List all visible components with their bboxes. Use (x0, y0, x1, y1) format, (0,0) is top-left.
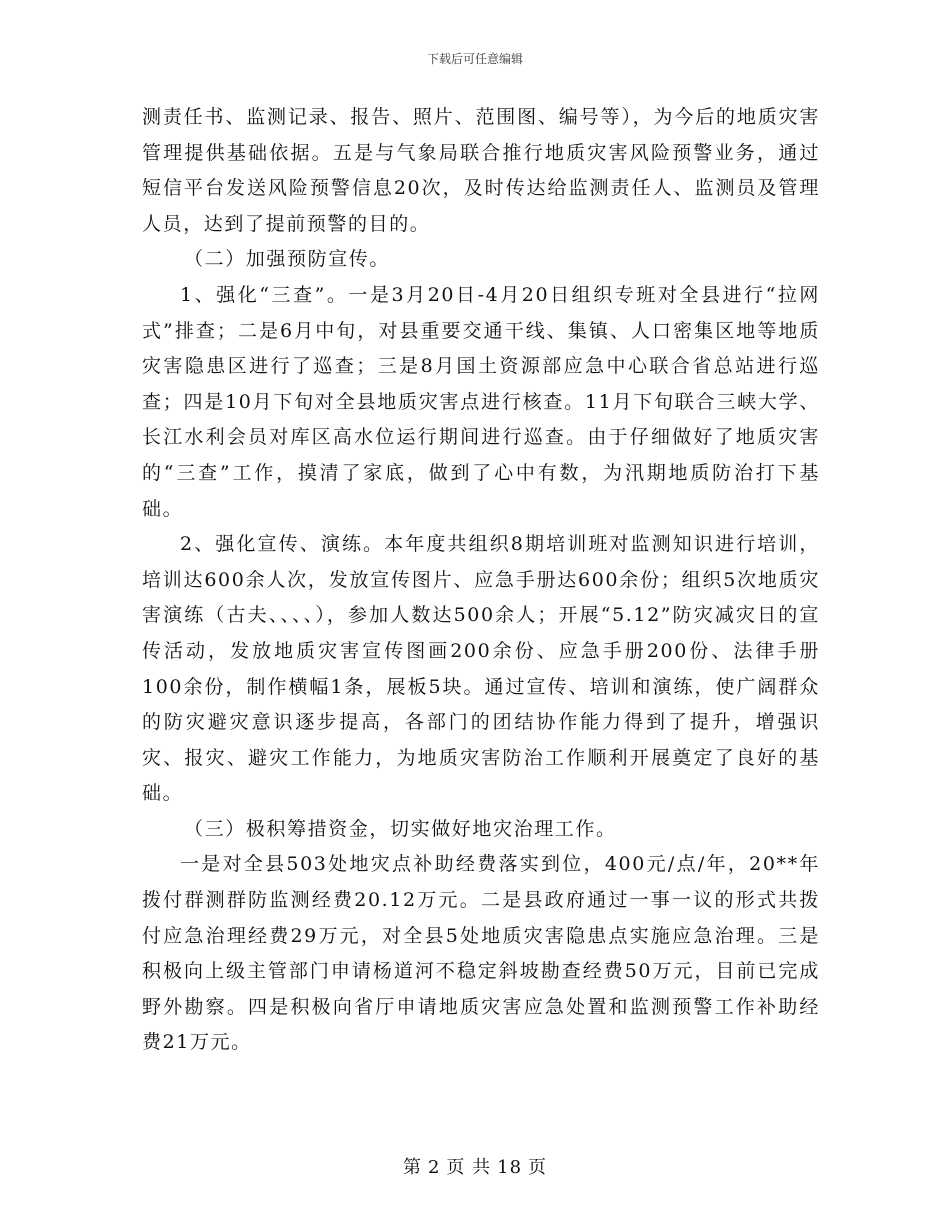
paragraph-three-checks: 1、强化“三查”。一是3月20日-4月20日组织专班对全县进行“拉网式”排查；二是6月中旬，对县重要交通干线、集镇、人口密集区地等地质灾害隐患区进行了巡查；三是8月国土资源部应急中心联合省总站进行巡查；四是10月下旬对全县地质灾害点进行核查。11月下旬联合三峡大学、长江水利会员对库区高水位运行期间进行巡查。由于仔细做好了地质灾害的“三查”工作，摸清了家底，做到了心中有数，为汛期地质防治打下基础。 (142, 283, 820, 520)
section-heading-3: （三）极积筹措资金，切实做好地灾治理工作。 (184, 817, 617, 840)
section-heading-2: （二）加强预防宣传。 (184, 248, 391, 271)
document-body (142, 100, 820, 1061)
footer-suffix: 页 (528, 1157, 548, 1178)
paragraph-funding: 一是对全县503处地灾点补助经费落实到位，400元/点/年，20**年拨付群测群防监测经费20.12万元。二是县政府通过一事一议的形式共拨付应急治理经费29万元，对全县5处地质灾害隐患点实施应急治理。三是积极向上级主管部门申请杨道河不稳定斜坡勘查经费50万元，目前已完成野外勘察。四是积极向省厅申请地质灾害应急处置和监测预警工作补助经费21万元。 (142, 853, 820, 1054)
paragraph-continuation: 测责任书、监测记录、报告、照片、范围图、编号等），为今后的地质灾害管理提供基础依据。五是与气象局联合推行地质灾害风险预警业务，通过短信平台发送风险预警信息20次，及时传达给监测责任人、监测员及管理人员，达到了提前预警的目的。 (142, 106, 820, 235)
page-header: 下载后可任意编辑 (426, 52, 523, 66)
footer-middle: 页 共 (446, 1157, 492, 1178)
footer-prefix: 第 (402, 1157, 422, 1178)
paragraph-publicity-drills: 2、强化宣传、演练。本年度共组织8期培训班对监测知识进行培训，培训达600余人次，发放宣传图片、应急手册达600余份；组织5次地质灾害演练（古夫、、、、），参加人数达500余人；开展“5.12”防灾减灾日的宣传活动，发放地质灾害宣传图画200余份、应急手册200份、法律手册100余份，制作横幅1条，展板5块。通过宣传、培训和演练，使广阔群众的防灾避灾意识逐步提高，各部门的团结协作能力得到了提升，增强识灾、报灾、避灾工作能力，为地质灾害防治工作顺利开展奠定了良好的基础。 (142, 533, 820, 805)
footer-total-pages: 18 (497, 1157, 523, 1178)
footer-page-number: 2 (427, 1157, 441, 1178)
page-footer (0, 1153, 950, 1179)
